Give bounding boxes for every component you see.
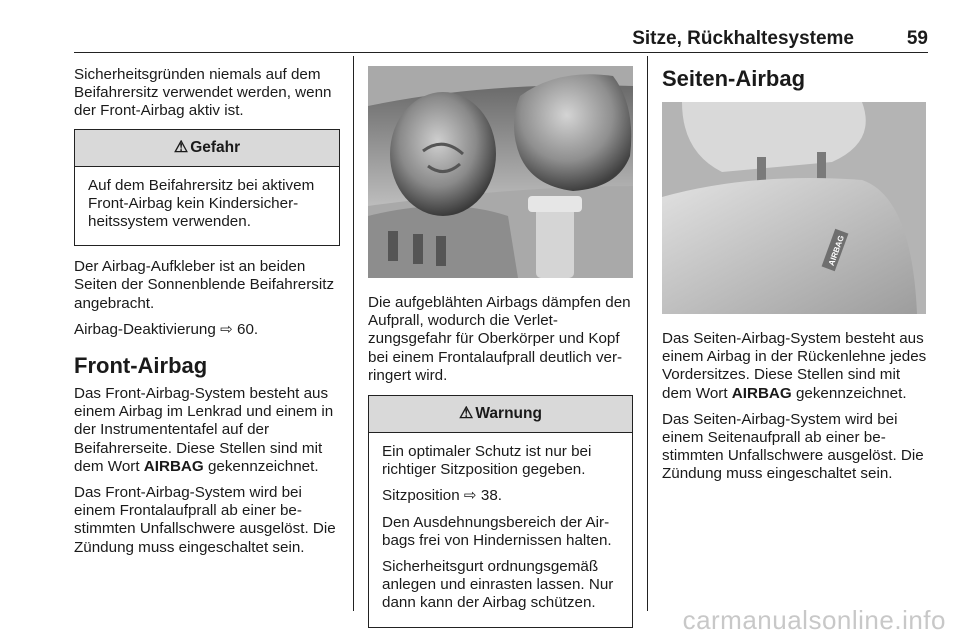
column-1	[74, 66, 340, 565]
airbag-keyword: AIRBAG	[143, 457, 204, 475]
airbag-keyword: AIRBAG	[731, 384, 792, 402]
section-heading-front-airbag: Front-Airbag	[74, 353, 208, 379]
section-heading-side-airbag: Seiten-Airbag	[662, 66, 806, 91]
page-reference-arrow-icon: ⇨	[463, 487, 477, 505]
side-airbag-illustration	[662, 102, 926, 314]
page-header	[74, 28, 928, 50]
cross-reference-link[interactable]: 60.	[237, 320, 259, 338]
warning-text: Den Ausdehnungsbereich der Airbags frei von Hindernissen halten.	[382, 513, 612, 549]
paragraph: Das Front-Airbag-System besteht aus einem Airbag im Lenkrad und einem in der Instrumententafel auf der Beifahrerseite. Diese Stellen sind mit dem Wort AIRBAG gekennzeichnet.	[74, 385, 334, 475]
column-divider-2	[647, 56, 648, 611]
paragraph: Das Front-Airbag-System wird bei einem Frontalaufprall ab einer bestimmten Unfallschwere ausgelöst. Die Zündung muss eingeschaltet sein.	[74, 484, 336, 556]
danger-box	[74, 129, 340, 247]
warning-text: Sicherheitsgurt ordnungsgemäß anlegen und einrasten lassen. Nur dann kann der Airbag schützen.	[382, 558, 614, 612]
danger-box-header	[75, 130, 339, 167]
warning-triangle-icon: ⚠	[173, 138, 189, 156]
column-divider-1	[353, 56, 354, 611]
cross-reference-link[interactable]: 38.	[480, 487, 502, 505]
page-number: 59	[906, 28, 928, 49]
cross-reference: Sitzposition ⇨ 38.	[382, 487, 502, 505]
seat-airbag-label: AIRBAG	[826, 234, 847, 267]
page-title: Sitze, Rückhaltesysteme	[632, 28, 854, 49]
front-airbag-illustration	[368, 66, 633, 278]
danger-heading: Gefahr	[190, 138, 241, 156]
cross-reference: Airbag-Deaktivierung ⇨ 60.	[74, 320, 259, 338]
header-divider	[74, 52, 928, 53]
warning-box-header	[369, 396, 632, 433]
paragraph: Der Airbag-Aufkleber ist an beiden Seiten der Sonnenblende Beifahrersitz angebracht.	[74, 258, 335, 312]
warning-box	[368, 395, 633, 628]
watermark: carmanualsonline.info	[682, 605, 946, 635]
paragraph: Das Seiten-Airbag-System wird bei einem Seitenaufprall ab einer bestimmten Unfallschwere ausgelöst. Die Zündung muss eingeschaltet sein.	[662, 410, 924, 483]
page-reference-arrow-icon: ⇨	[220, 320, 233, 338]
column-2	[368, 66, 633, 640]
column-3	[662, 66, 928, 492]
warning-heading: Warnung	[475, 404, 542, 422]
paragraph: Sicherheitsgründen niemals auf dem Beifahrersitz verwendet werden, wenn der Front-Airbag aktiv ist.	[74, 66, 332, 120]
paragraph: Das Seiten-Airbag-System besteht aus einem Airbag in der Rückenlehne jedes Vordersitzes. Diese Stellen sind mit dem Wort AIRBAG gekennzeichnet.	[662, 330, 927, 402]
warning-triangle-icon: ⚠	[459, 404, 474, 422]
figure-caption: Die aufgeblähten Airbags dämpfen den Aufprall, wodurch die Verletzungsgefahr für Oberkörper und Kopf bei einem Frontalaufprall deutlich verringert wird.	[368, 294, 631, 384]
danger-text: Auf dem Beifahrersitz bei aktivem Front-Airbag kein Kindersicherheitssystem verwenden.	[88, 176, 315, 231]
warning-text: Ein optimaler Schutz ist nur bei richtiger Sitzposition gegeben.	[382, 443, 592, 479]
